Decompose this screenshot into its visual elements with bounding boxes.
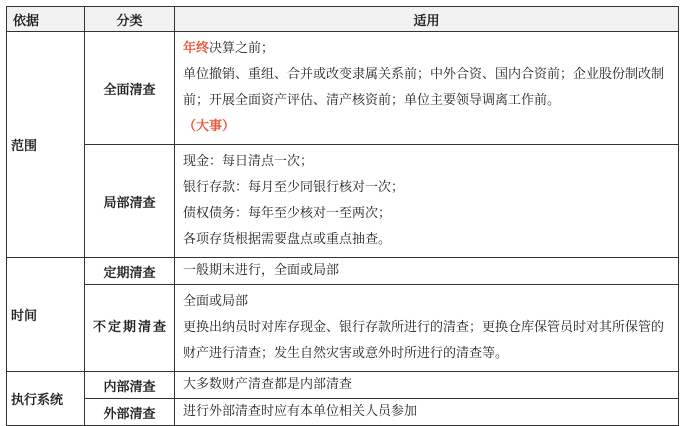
highlight-year-end: 年终 bbox=[183, 41, 210, 56]
irregular-check-line: 更换出纳员时对库存现金、银行存款所进行的清查；更换仓库保管员时对其所保管的财产进行清查；发生自然灾害或意外时所进行的清查等。 bbox=[183, 320, 665, 361]
group-label-time: 时间 bbox=[7, 258, 85, 372]
header-row bbox=[7, 7, 679, 32]
partial-check-line: 银行存款：每月至少同银行核对一次； bbox=[183, 180, 405, 195]
category-external-check: 外部清查 bbox=[85, 399, 175, 426]
partial-check-line: 各项存货根据需要盘点或重点抽查。 bbox=[183, 232, 392, 247]
external-check-content: 进行外部清查时应有本单位相关人员参加 bbox=[175, 399, 679, 426]
table-row bbox=[7, 285, 679, 372]
regular-check-content: 一般期末进行，全面或局部 bbox=[175, 258, 679, 285]
irregular-check-content bbox=[175, 285, 679, 372]
full-check-content bbox=[175, 32, 679, 145]
group-label-scope: 范围 bbox=[7, 32, 85, 258]
irregular-check-line: 全面或局部 bbox=[183, 294, 249, 309]
table-row bbox=[7, 399, 679, 426]
table-row bbox=[7, 145, 679, 258]
full-check-line1-rest: 决算之前； bbox=[209, 41, 275, 56]
table-row bbox=[7, 372, 679, 399]
partial-check-content bbox=[175, 145, 679, 258]
header-basis: 依据 bbox=[7, 7, 85, 32]
internal-check-content: 大多数财产清查都是内部清查 bbox=[175, 372, 679, 399]
category-internal-check: 内部清查 bbox=[85, 372, 175, 399]
category-regular-check: 定期清查 bbox=[85, 258, 175, 285]
partial-check-line: 债权债务：每年至少核对一至两次； bbox=[183, 206, 392, 221]
full-check-line2: 单位撤销、重组、合并或改变隶属关系前；中外合资、国内合资前；企业股份制改制前；开展全面资产评估、清产核资前；单位主要领导调离工作前。 bbox=[183, 67, 665, 108]
full-check-line1 bbox=[183, 36, 670, 62]
table-row bbox=[7, 258, 679, 285]
header-category: 分类 bbox=[85, 7, 175, 32]
table-row bbox=[7, 32, 679, 145]
category-partial-check: 局部清查 bbox=[85, 145, 175, 258]
inventory-classification-table bbox=[6, 6, 679, 426]
major-event-tag: （大事） bbox=[183, 119, 236, 134]
category-irregular-check: 不定期清查 bbox=[85, 285, 175, 372]
group-label-system: 执行系统 bbox=[7, 372, 85, 426]
category-full-check: 全面清查 bbox=[85, 32, 175, 145]
header-applicable: 适用 bbox=[175, 7, 679, 32]
partial-check-line: 现金：每日清点一次； bbox=[183, 154, 314, 169]
full-check-tag bbox=[183, 114, 670, 140]
